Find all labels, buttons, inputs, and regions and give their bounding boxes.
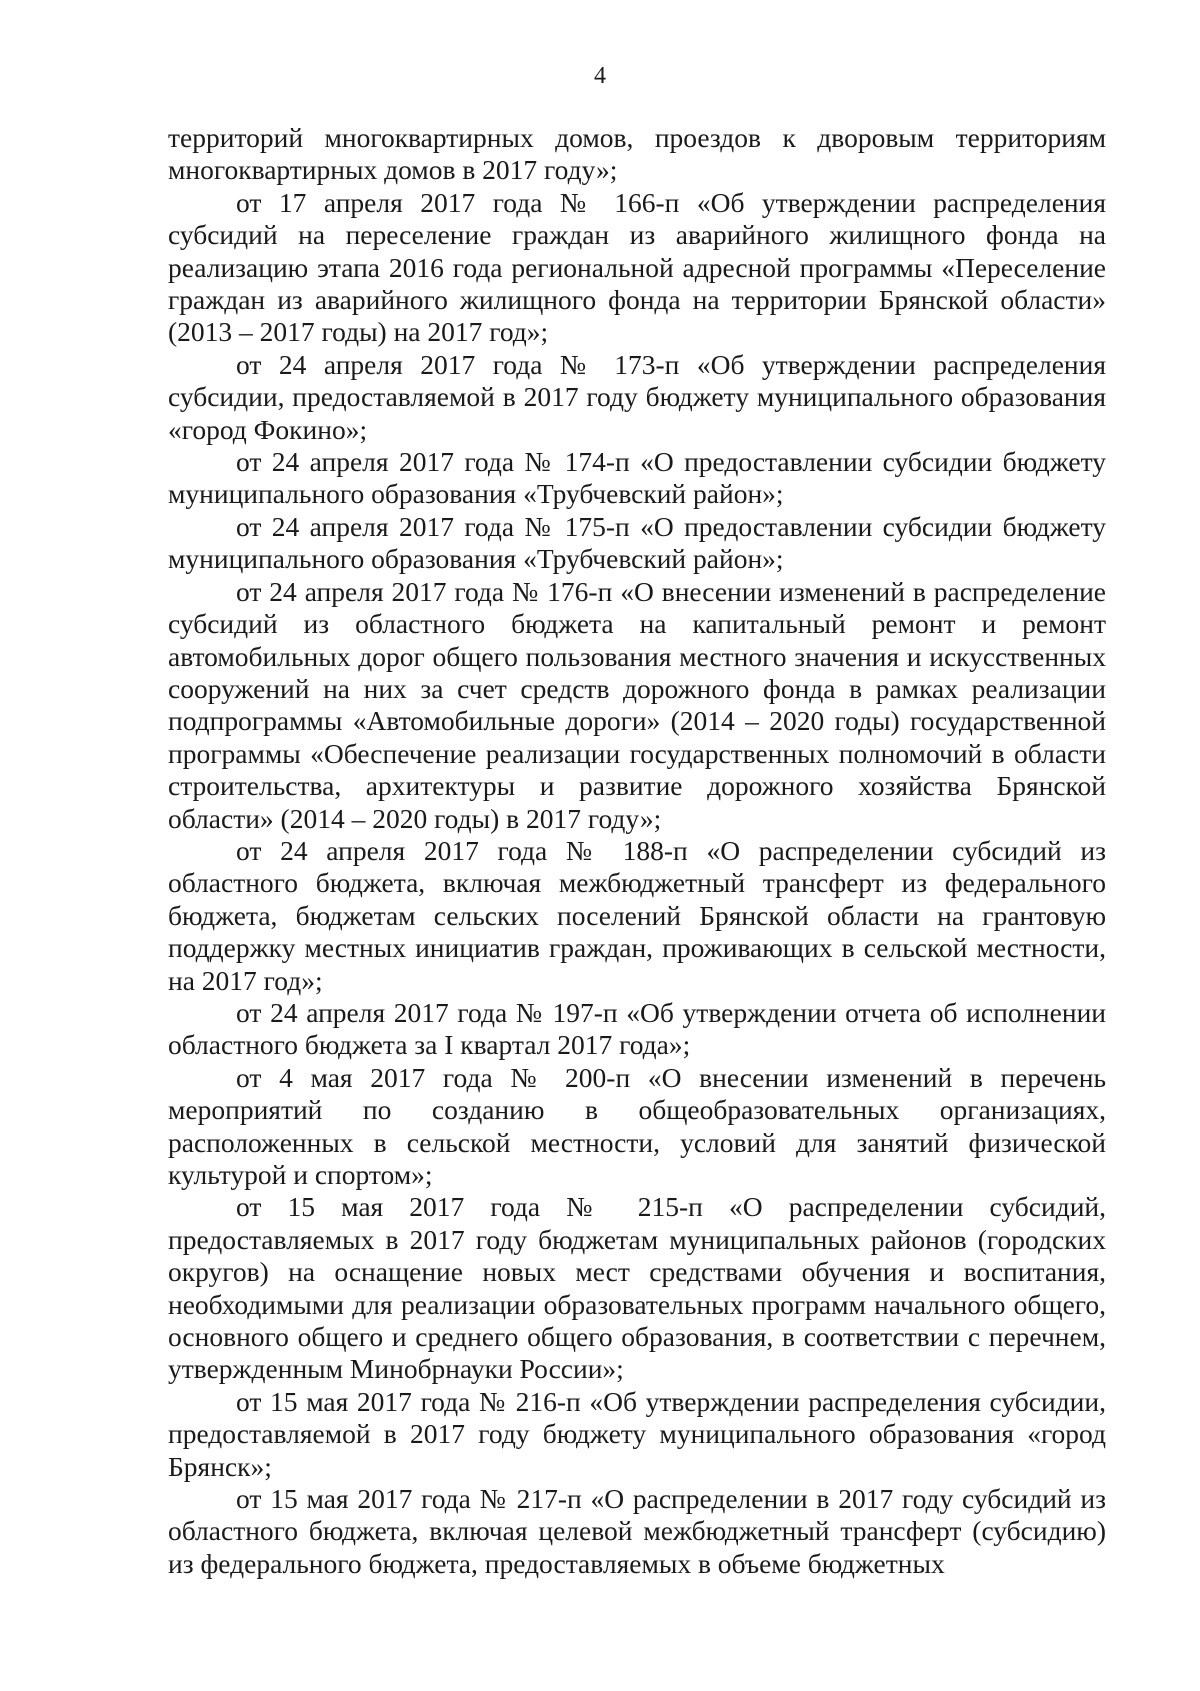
paragraph: от 17 апреля 2017 года № 166-п «Об утверждении распределения субсидий на переселение граждан из аварийного жилищного фонда на реализацию этапа 2016 года региональной адресной программы «Переселение граждан из аварийного жилищного фонда на территории Брянской области» (2013 – 2017 годы) на 2017 год»; — [168, 186, 1106, 348]
paragraph: от 24 апреля 2017 года № 188-п «О распределении субсидий из областного бюджета, включая межбюджетный трансферт из федерального бюджета, бюджетам сельских поселений Брянской области на грантовую поддержку местных инициатив граждан, проживающих в сельской местности, на 2017 год»; — [168, 834, 1106, 996]
paragraph: от 15 мая 2017 года № 217-п «О распределении в 2017 году субсидий из областного бюджета, включая целевой межбюджетный трансферт (субсидию) из федерального бюджета, предоставляемых в объеме бюджетных — [168, 1483, 1106, 1579]
paragraph: от 24 апреля 2017 года № 173-п «Об утверждении распределения субсидии, предоставляемой в 2017 году бюджету муниципального образования «город Фокино»; — [168, 348, 1106, 445]
paragraph: территорий многоквартирных домов, проездов к дворовым территориям многоквартирных домов в 2017 году»; — [168, 122, 1106, 186]
page-number: 4 — [594, 63, 606, 89]
paragraph: от 24 апреля 2017 года № 175-п «О предоставлении субсидии бюджету муниципального образования «Трубчевский район»; — [168, 510, 1106, 575]
paragraph: от 24 апреля 2017 года № 174-п «О предоставлении субсидии бюджету муниципального образования «Трубчевский район»; — [168, 446, 1106, 510]
paragraph: от 4 мая 2017 года № 200-п «О внесении изменений в перечень мероприятий по созданию в общеобразовательных организациях, расположенных в сельской местности, условий для занятий физической культурой и спортом»; — [168, 1061, 1106, 1190]
paragraph: от 24 апреля 2017 года № 197-п «Об утверждении отчета об исполнении областного бюджета за I квартал 2017 года»; — [168, 996, 1106, 1061]
document-body — [168, 122, 1106, 1580]
paragraph: от 24 апреля 2017 года № 176-п «О внесении изменений в распределение субсидий из областного бюджета на капитальный ремонт и ремонт автомобильных дорог общего пользования местного значения и искусственных сооружений на них за счет средств дорожного фонда в рамках реализации подпрограммы «Автомобильные дороги» (2014 – 2020 годы) государственной программы «Обеспечение реализации государственных полномочий в области строительства, архитектуры и развитие дорожного хозяйства Брянской области» (2014 – 2020 годы) в 2017 году»; — [168, 575, 1106, 834]
paragraph: от 15 мая 2017 года № 215-п «О распределении субсидий, предоставляемых в 2017 году бюджетам муниципальных районов (городских округов) на оснащение новых мест средствами обучения и воспитания, необходимыми для реализации образовательных программ начального общего, основного общего и среднего общего образования, в соответствии с перечнем, утвержденным Минобрнауки России»; — [168, 1191, 1106, 1385]
paragraph: от 15 мая 2017 года № 216-п «Об утверждении распределения субсидии, предоставляемой в 2017 году бюджету муниципального образования «город Брянск»; — [168, 1385, 1106, 1482]
